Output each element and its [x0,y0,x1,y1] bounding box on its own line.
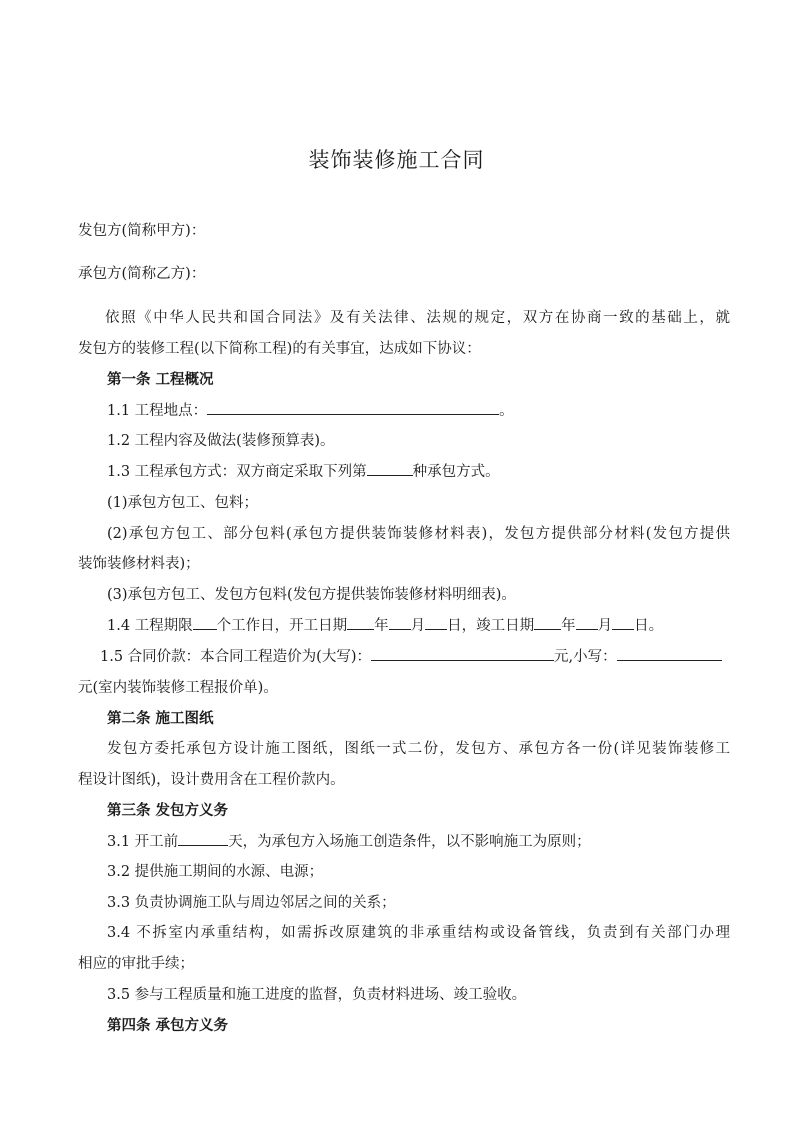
end-date-label: 日，竣工日期 [447,618,535,634]
clause-1-1-label: 1.1 工程地点： [107,403,208,419]
end-year-blank[interactable] [534,615,561,630]
clause-1-5-label: 1.5 合同价款：本合同工程造价为(大写)： [100,649,371,665]
site-address-blank[interactable] [207,400,499,415]
clause-1-4-label: 1.4 工程期限 [107,618,193,634]
intro-paragraph-line1: 依照《中华人民共和国合同法》及有关法律、法规的规定，双方在协商一致的基础上，就 [105,310,730,326]
party-a-line: 发包方(简称甲方)： [78,223,206,239]
party-b-line: 承包方(简称乙方)： [78,266,206,282]
option-2-line2: 装饰装修材料表)； [78,556,200,572]
end-month-blank[interactable] [576,615,598,630]
year-label: 年 [374,618,389,634]
clause-3-2: 3.2 提供施工期间的水源、电源； [107,864,324,880]
article-2-heading: 第二条 施工图纸 [107,711,214,727]
clause-1-1 [107,400,759,422]
article-3-heading: 第三条 发包方义务 [107,803,229,819]
days-before-start-blank[interactable] [178,831,228,846]
price-lowercase-blank[interactable] [617,646,722,661]
clause-1-3-label: 1.3 工程承包方式：双方商定采取下列第 [107,464,367,480]
clause-1-4 [107,615,759,637]
start-date-label: 个工作日，开工日期 [216,618,348,634]
clause-3-5: 3.5 参与工程质量和施工进度的监督，负责材料进场、竣工验收。 [107,987,527,1003]
day-label: 日。 [634,618,664,634]
article-2-line2: 程设计图纸)，设计费用含在工程价款内。 [78,772,345,788]
clause-3-4-line2: 相应的审批手续； [78,956,194,972]
lowercase-label: 元,小写： [553,649,617,665]
article-1-heading: 第一条 工程概况 [107,372,214,388]
clause-3-3: 3.3 负责协调施工队与周边邻居之间的关系； [107,895,396,911]
month-label: 月 [410,618,426,634]
clause-1-3-end: 种承包方式。 [412,464,500,480]
page-title: 装饰装修施工合同 [308,148,485,172]
contract-mode-blank[interactable] [367,461,413,476]
end-day-blank[interactable] [612,615,634,630]
clause-1-2: 1.2 工程内容及做法(装修预算表)。 [107,433,335,449]
year-label: 年 [561,618,576,634]
start-month-blank[interactable] [389,615,411,630]
clause-1-1-end: 。 [499,403,514,419]
clause-3-1-label: 3.1 开工前 [107,834,179,850]
clause-3-1 [107,831,759,853]
work-days-blank[interactable] [193,615,217,630]
clause-1-3 [107,461,759,483]
option-3: (3)承包方包工、发包方包料(发包方提供装饰装修材料明细表)。 [107,587,516,603]
clause-3-1-rest: 天，为承包方入场施工创造条件，以不影响施工为原则； [228,834,591,850]
clause-1-5 [100,646,752,668]
start-day-blank[interactable] [425,615,447,630]
article-2-line1: 发包方委托承包方设计施工图纸，图纸一式二份，发包方、承包方各一份(详见装饰装修工 [107,741,730,757]
price-uppercase-blank[interactable] [371,646,554,661]
clause-1-5-line2: 元(室内装饰装修工程报价单)。 [78,680,278,696]
intro-paragraph-line2: 发包方的装修工程(以下简称工程)的有关事宜，达成如下协议： [78,341,481,357]
clause-3-4-line1: 3.4 不拆室内承重结构，如需拆改原建筑的非承重结构或设备管线，负责到有关部门办理 [107,925,730,941]
option-1: (1)承包方包工、包料； [107,495,259,511]
month-label: 月 [597,618,613,634]
option-2-line1: (2)承包方包工、部分包料(承包方提供装饰装修材料表)，发包方提供部分材料(发包方提供 [107,526,730,542]
start-year-blank[interactable] [347,615,374,630]
article-4-heading: 第四条 承包方义务 [107,1018,229,1034]
